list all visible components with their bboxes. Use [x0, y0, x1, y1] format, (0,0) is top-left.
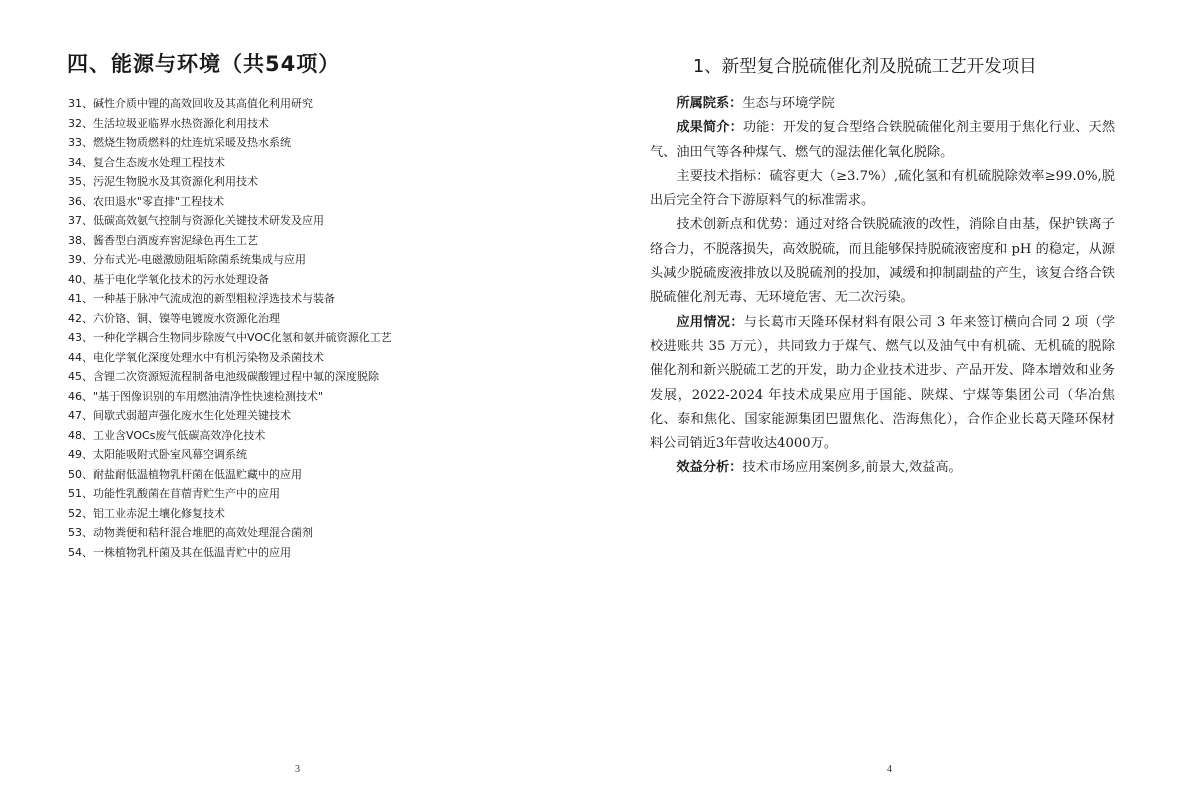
- project-list-item: 37、低碳高效氨气控制与资源化关键技术研发及应用: [68, 214, 324, 227]
- project-list-item: 54、一株植物乳杆菌及其在低温青贮中的应用: [68, 545, 291, 559]
- intro-text: 功能：开发的复合型络合铁脱硫催化剂主要用于焦化行业、天然气、油田气等各种煤气、燃气的湿法催化氧化脱除。: [650, 120, 1116, 160]
- project-list-item: 40、基于电化学氧化技术的污水处理设备: [68, 272, 269, 286]
- intro-paragraph: [650, 116, 1115, 165]
- project-list-item: 49、太阳能吸附式卧室风幕空调系统: [68, 448, 247, 461]
- project-list-item: 34、复合生态废水处理工程技术: [68, 155, 225, 169]
- project-list-item: 45、含锂二次资源短流程制备电池级碳酸锂过程中氟的深度脱除: [68, 370, 379, 383]
- project-list-item: 36、农田退水"零直排"工程技术: [68, 194, 225, 208]
- project-list-item: 38、酱香型白酒废弃窖泥绿色再生工艺: [68, 233, 258, 247]
- intro-label: 成果简介：: [676, 120, 743, 136]
- project-list-item: 50、耐盐耐低温植物乳杆菌在低温贮藏中的应用: [68, 467, 302, 481]
- section-title: 四、能源与环境（共54项）: [67, 52, 341, 76]
- college-paragraph: [650, 92, 1115, 116]
- project-title: 1、新型复合脱硫催化剂及脱硫工艺开发项目: [693, 57, 1037, 77]
- project-list-item: 39、分布式光-电磁激励阻垢除菌系统集成与应用: [68, 253, 306, 266]
- application-label: 应用情况：: [676, 314, 744, 330]
- application-paragraph: [650, 311, 1115, 457]
- project-list-item: 35、污泥生物脱水及其资源化利用技术: [68, 175, 258, 188]
- project-list-item: 48、工业含VOCs废气低碳高效净化技术: [68, 428, 266, 442]
- benefit-paragraph: [650, 456, 1115, 480]
- project-list-item: 51、功能性乳酸菌在苜蓿青贮生产中的应用: [68, 487, 280, 500]
- project-list-item: 46、"基于图像识别的车用燃油清净性快速检测技术": [68, 389, 324, 403]
- project-list-item: 43、一种化学耦合生物同步除废气中VOC化氢和氨并硫资源化工艺: [68, 331, 392, 344]
- project-list-item: 42、六价铬、铜、镍等电镀废水资源化治理: [68, 311, 280, 325]
- indicators-paragraph: 主要技术指标：硫容更大（≥3.7%）,硫化氢和有机硫脱除效率≥99.0%,脱出后完全符合下游原料气的标准需求。: [650, 168, 1115, 209]
- project-list-item: 31、碱性介质中锂的高效回收及其高值化利用研究: [68, 97, 313, 110]
- benefit-text: 技术市场应用案例多,前景大,效益高。: [742, 460, 962, 476]
- project-list-item: 41、一种基于脉冲气流成泡的新型粗粒浮选技术与装备: [68, 292, 335, 305]
- innovation-paragraph: 技术创新点和优势：通过对络合铁脱硫液的改性，消除自由基，保护铁离子络合力，不脱落损失，高效脱硫，而且能够保持脱硫液密度和 pH 的稳定，从源头减少脱硫废液排放以及脱硫剂的投加，减缓和抑制副盐的产生，该复合络合铁脱硫催化剂无毒、无环境危害、无二次污染。: [650, 217, 1115, 306]
- benefit-label: 效益分析：: [676, 460, 743, 476]
- college-value: 生态与环境学院: [742, 96, 835, 111]
- project-body: [650, 92, 1115, 481]
- project-list-item: 44、电化学氧化深度处理水中有机污染物及杀菌技术: [68, 350, 324, 364]
- project-list-item: 52、铝工业赤泥土壤化修复技术: [68, 506, 225, 520]
- project-list-item: 53、动物粪便和秸秆混合堆肥的高效处理混合菌剂: [68, 526, 313, 539]
- application-text: 与长葛市天隆环保材料有限公司 3 年来签订横向合同 2 项（学校进账共 35 万元），共同致力于煤气、燃气以及油气中有机硫、无机硫的脱除催化剂和新兴脱硫工艺的开发，助力企业技术进步、产品开发、降本增效和业务发展，2022-2024 年技术成果应用于国能、陕煤、宁煤等集团公司（华冶焦化、泰和焦化、国家能源集团巴盟焦化、浩海焦化），合作企业长葛天隆环保材料公司销近3年营收达4000万。: [650, 314, 1116, 452]
- project-list-item: 47、间歇式弱超声强化废水生化处理关键技术: [68, 409, 291, 422]
- project-list: [68, 94, 392, 562]
- project-list-item: 32、生活垃圾亚临界水热资源化利用技术: [68, 116, 269, 130]
- college-label: 所属院系：: [676, 96, 743, 111]
- page-number-left: 3: [295, 764, 300, 775]
- right-page: [595, 0, 1190, 807]
- page-number-right: 4: [887, 764, 892, 775]
- project-list-item: 33、燃烧生物质燃料的灶连炕采暖及热水系统: [68, 136, 291, 149]
